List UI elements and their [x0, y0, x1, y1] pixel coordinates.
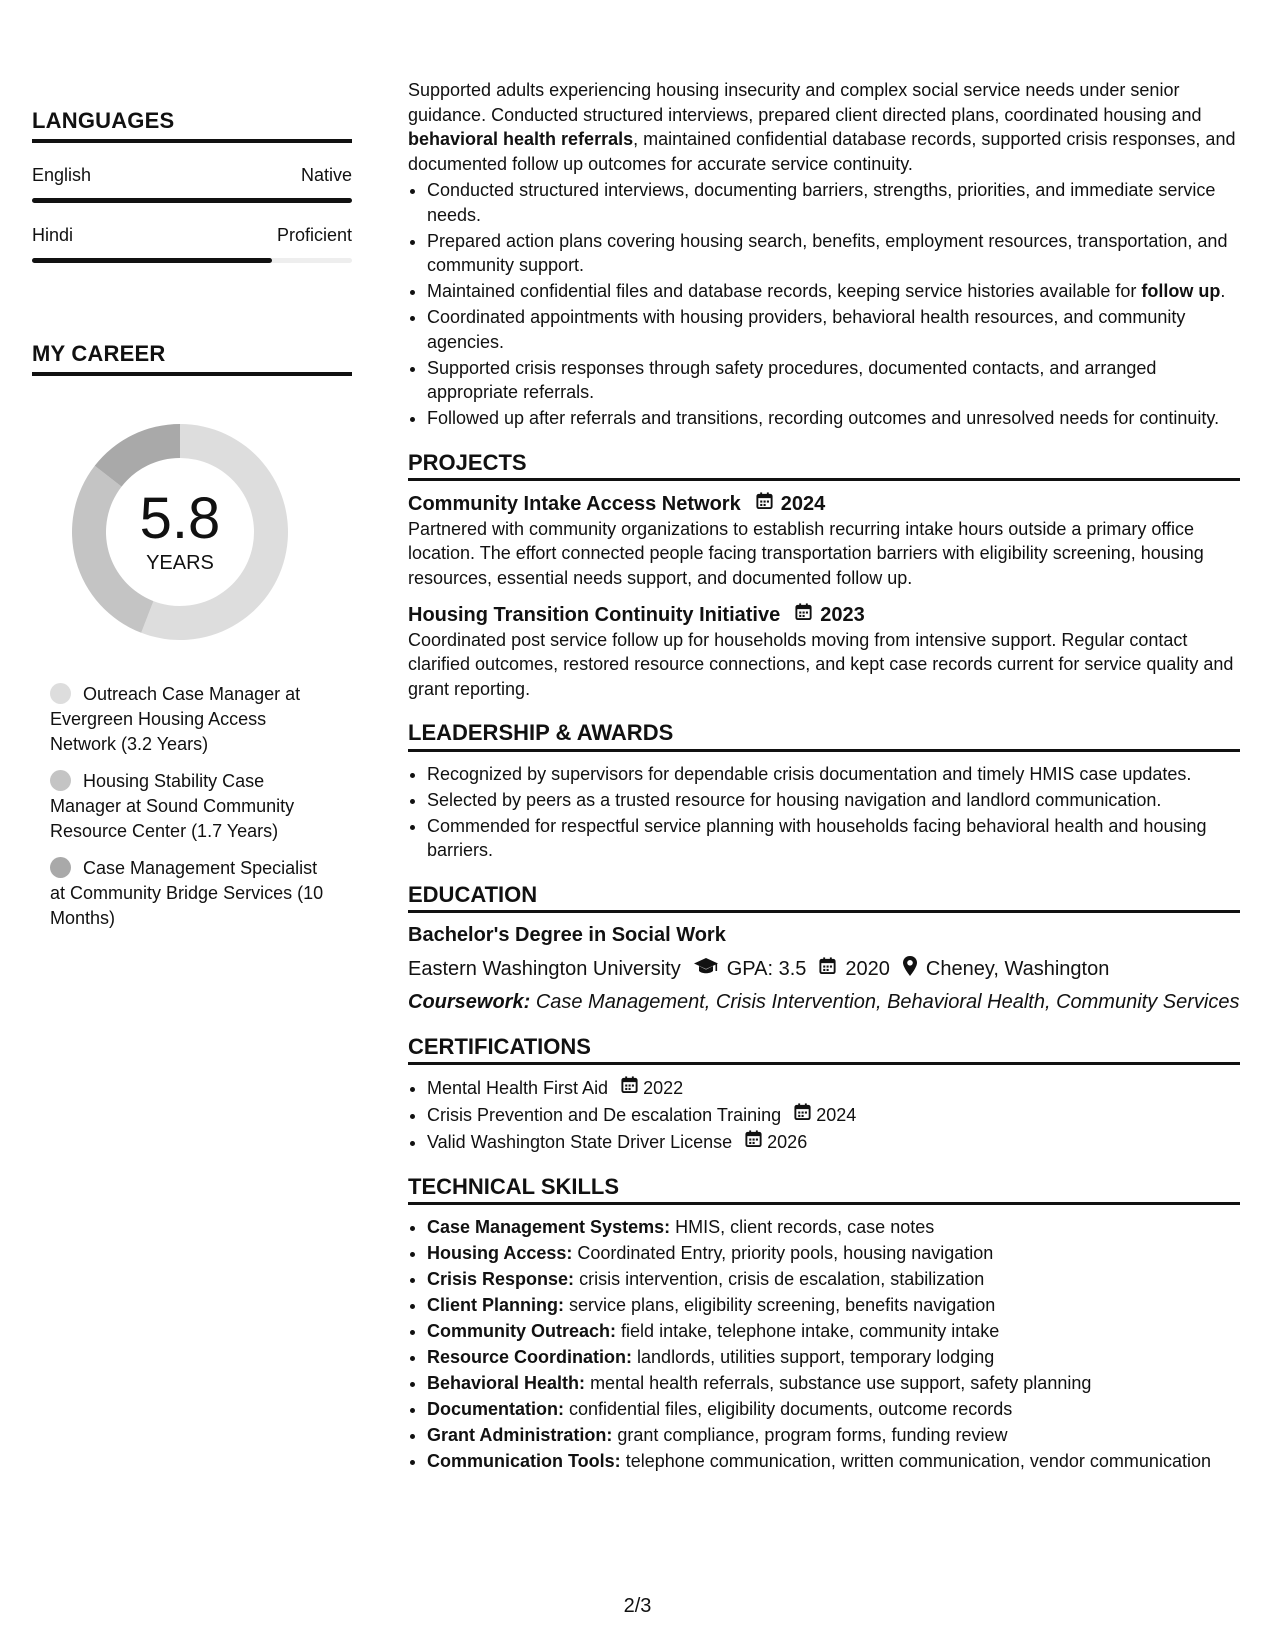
list-item: • Community Outreach: field intake, telephone intake, community intake: [427, 1319, 1240, 1344]
language-proficiency-bar: [32, 258, 352, 263]
certifications-heading: CERTIFICATIONS: [408, 1035, 1240, 1066]
calendar-icon: [755, 491, 774, 517]
career-donut-chart: [66, 418, 294, 646]
list-item: [427, 1102, 1240, 1128]
coursework-list: Case Management, Crisis Intervention, Behavioral Health, Community Services: [535, 991, 1240, 1013]
project-year: 2024: [780, 492, 826, 515]
certification-year: 2024: [816, 1104, 857, 1125]
list-item: [427, 1129, 1240, 1155]
certification-year: 2026: [767, 1131, 808, 1152]
career-item-label: Housing Stability Case Manager at Sound Community Resource Center (1.7 Years): [50, 771, 295, 841]
certification-name: • Valid Washington State Driver License: [427, 1131, 733, 1152]
experience-summary: Supported adults experiencing housing insecurity and complex social service needs under senior guidance. Conducted structured interviews, prepared client directed plans, coordinated housing and behavioral health referrals, maintained confidential database records, supported crisis responses, and documented follow up outcomes for accurate service continuity.: [408, 80, 1236, 174]
career-heading: MY CAREER: [32, 341, 352, 376]
project-item: [408, 491, 1240, 590]
education-heading: EDUCATION: [408, 883, 1240, 914]
coursework: [408, 990, 1240, 1015]
leadership-list: [408, 762, 1240, 863]
list-item: • Maintained confidential files and database records, keeping service histories available for follow up.: [427, 279, 1240, 304]
education-details: [408, 955, 1240, 984]
coursework-label: Coursework:: [408, 991, 531, 1013]
list-item: • Case Management Systems: HMIS, client records, case notes: [427, 1215, 1240, 1240]
page-number: 2/3: [623, 1595, 652, 1617]
career-item-label: Case Management Specialist at Community Bridge Services (10 Months): [50, 858, 324, 928]
school-location: Cheney, Washington: [925, 957, 1110, 980]
gpa: GPA: 3.5: [726, 957, 807, 980]
legend-dot: [50, 857, 71, 878]
project-year: 2023: [820, 603, 865, 626]
list-item: • Behavioral Health: mental health referrals, substance use support, safety planning: [427, 1371, 1240, 1396]
list-item: • Crisis Response: crisis intervention, crisis de escalation, stabilization: [427, 1267, 1240, 1292]
list-item: • Client Planning: service plans, eligibility screening, benefits navigation: [427, 1293, 1240, 1318]
language-hindi: [32, 225, 352, 263]
list-item: • Communication Tools: telephone communication, written communication, vendor communication: [427, 1449, 1240, 1474]
calendar-icon: [794, 602, 813, 628]
project-description: Coordinated post service follow up for households moving from intensive support. Regular contact clarified outcomes, restored resource connections, and kept case records current for service quality and grant reporting.: [408, 629, 1234, 699]
school-name: Eastern Washington University: [408, 957, 681, 980]
career-item-label: Outreach Case Manager at Evergreen Housing Access Network (3.2 Years): [50, 684, 301, 754]
list-item: • Resource Coordination: landlords, utilities support, temporary lodging: [427, 1345, 1240, 1370]
graduation-cap-icon: [693, 956, 719, 983]
degree-title: Bachelor's Degree in Social Work: [408, 924, 726, 946]
language-english: [32, 165, 352, 203]
career-item: [50, 769, 330, 844]
experience-bullets: [408, 178, 1240, 431]
graduation-year: 2020: [845, 957, 890, 980]
calendar-icon: [818, 956, 837, 982]
calendar-icon: [620, 1075, 639, 1101]
language-proficiency-bar: [32, 198, 352, 203]
list-item: • Followed up after referrals and transitions, recording outcomes and unresolved needs for continuity.: [427, 406, 1240, 431]
skills-heading: TECHNICAL SKILLS: [408, 1175, 1240, 1206]
list-item: • Selected by peers as a trusted resource for housing navigation and landlord communication.: [427, 788, 1240, 813]
project-description: Partnered with community organizations to establish recurring intake hours outside a primary office location. The effort connected people facing transportation barriers with eligibility screening, housing resources, essential needs support, and documented follow up.: [408, 518, 1204, 588]
language-name: Hindi: [32, 225, 74, 245]
list-item: • Grant Administration: grant compliance, program forms, funding review: [427, 1423, 1240, 1448]
projects-heading: PROJECTS: [408, 451, 1240, 482]
list-item: • Documentation: confidential files, eligibility documents, outcome records: [427, 1397, 1240, 1422]
list-item: • Prepared action plans covering housing search, benefits, employment resources, transportation, and community support.: [427, 229, 1240, 278]
career-total-years: 5.8: [139, 486, 221, 551]
list-item: • Recognized by supervisors for dependable crisis documentation and timely HMIS case updates.: [427, 762, 1240, 787]
list-item: [427, 1075, 1240, 1101]
list-item: • Commended for respectful service planning with households facing behavioral health and housing barriers.: [427, 814, 1240, 863]
career-legend: [50, 682, 352, 931]
list-item: • Conducted structured interviews, documenting barriers, strengths, priorities, and immediate service needs.: [427, 178, 1240, 227]
main-content: [408, 78, 1240, 1475]
language-name: English: [32, 165, 92, 185]
career-item: [50, 682, 330, 757]
project-name: Housing Transition Continuity Initiative: [408, 603, 781, 626]
list-item: • Supported crisis responses through safety procedures, documented contacts, and arranged appropriate referrals.: [427, 356, 1240, 405]
list-item: • Coordinated appointments with housing providers, behavioral health resources, and community agencies.: [427, 305, 1240, 354]
legend-dot: [50, 770, 71, 791]
sidebar: [32, 108, 352, 943]
certification-name: • Mental Health First Aid: [427, 1077, 609, 1098]
career-total-unit: YEARS: [146, 552, 214, 574]
project-name: Community Intake Access Network: [408, 492, 741, 515]
skills-list: [408, 1215, 1240, 1474]
languages-heading: LANGUAGES: [32, 108, 352, 143]
language-level: Proficient: [276, 225, 352, 245]
certification-year: 2022: [643, 1077, 684, 1098]
certifications-list: [408, 1075, 1240, 1155]
language-level: Native: [300, 165, 352, 185]
project-item: [408, 602, 1240, 701]
calendar-icon: [793, 1102, 812, 1128]
calendar-icon: [744, 1129, 763, 1155]
legend-dot: [50, 683, 71, 704]
map-pin-icon: [902, 955, 918, 984]
leadership-heading: LEADERSHIP & AWARDS: [408, 721, 1240, 752]
certification-name: • Crisis Prevention and De escalation Training: [427, 1104, 782, 1125]
career-item: [50, 856, 330, 931]
list-item: • Housing Access: Coordinated Entry, priority pools, housing navigation: [427, 1241, 1240, 1266]
